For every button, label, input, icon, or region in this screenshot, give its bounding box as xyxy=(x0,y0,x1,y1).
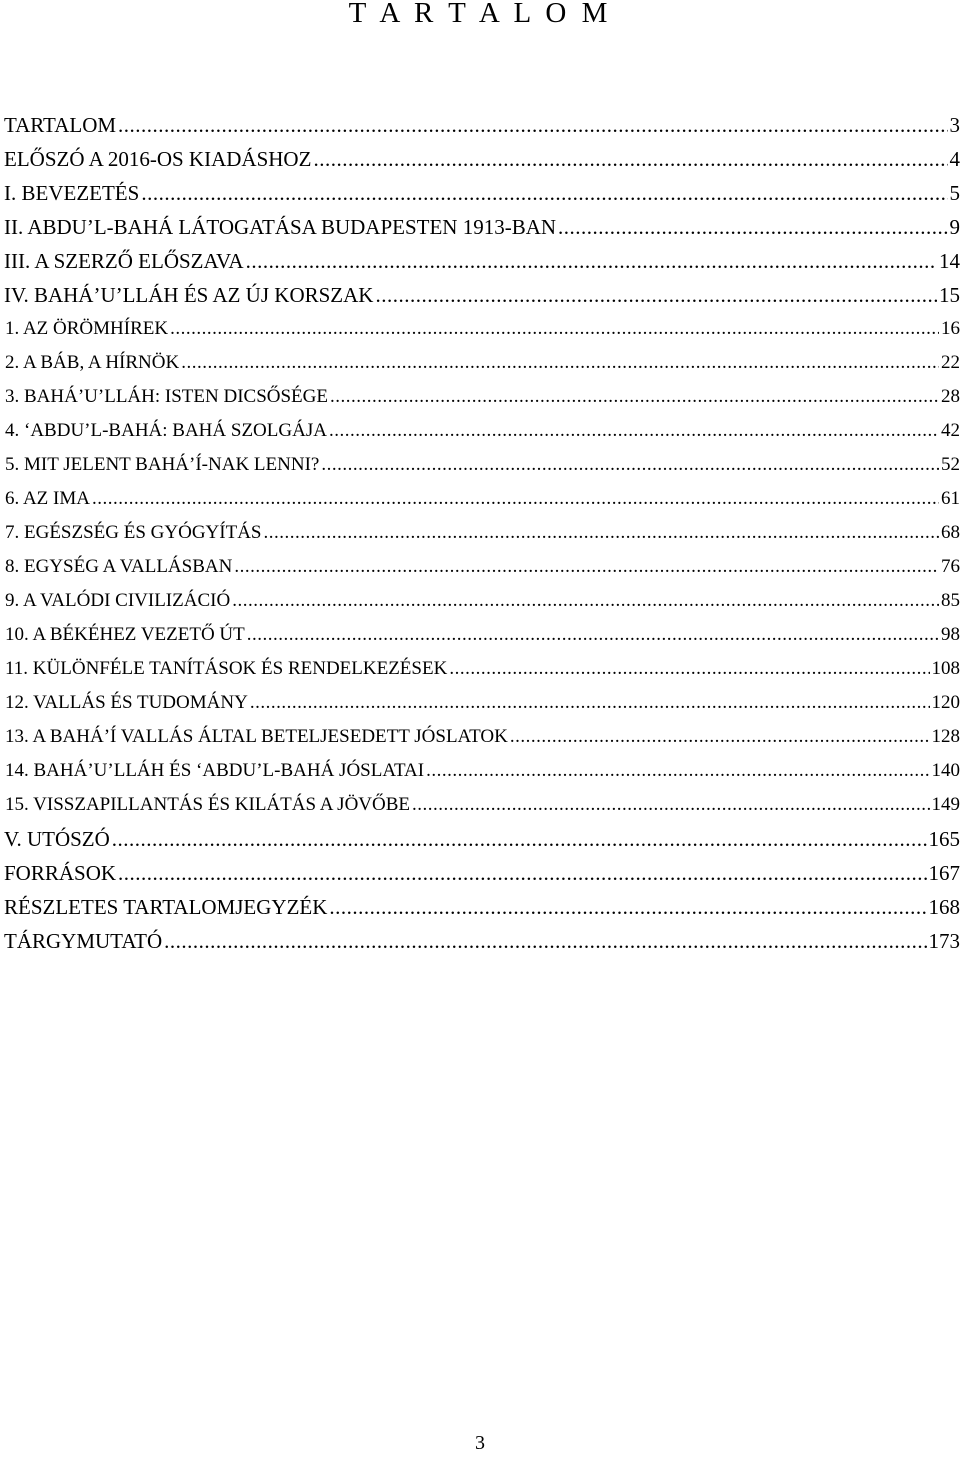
toc-dot-leader xyxy=(112,822,927,856)
toc-entry-page: 76 xyxy=(941,556,960,577)
toc-entry-page: 28 xyxy=(941,386,960,407)
toc-entry[interactable] xyxy=(4,652,960,686)
toc-entry-page: 140 xyxy=(931,760,960,781)
toc-entry-title: V. UTÓSZÓ xyxy=(4,827,110,851)
toc-entry-page: 68 xyxy=(941,522,960,543)
toc-entry-title: 12. VALLÁS ÉS TUDOMÁNY xyxy=(5,692,248,713)
toc-entry-title: ELŐSZÓ A 2016-OS KIADÁSHOZ xyxy=(4,147,312,171)
toc-dot-leader xyxy=(510,720,930,754)
toc-entry-title: 3. BAHÁ’U’LLÁH: ISTEN DICSŐSÉGE xyxy=(5,386,328,407)
toc-entry-page: 98 xyxy=(941,624,960,645)
table-of-contents xyxy=(4,108,960,958)
toc-dot-leader xyxy=(330,380,939,414)
page-title: T A R T A L O M xyxy=(348,0,612,29)
toc-entry[interactable] xyxy=(4,244,960,278)
toc-dot-leader xyxy=(449,652,929,686)
toc-entry-page: 165 xyxy=(928,827,960,851)
toc-entry[interactable] xyxy=(4,584,960,618)
toc-entry-page: 108 xyxy=(931,658,960,679)
toc-entry-page: 173 xyxy=(928,929,960,953)
toc-entry[interactable] xyxy=(4,550,960,584)
toc-entry-title: 8. EGYSÉG A VALLÁSBAN xyxy=(5,556,233,577)
toc-entry-page: 167 xyxy=(928,861,960,885)
toc-dot-leader xyxy=(412,788,929,822)
toc-entry-page: 42 xyxy=(941,420,960,441)
toc-entry-page: 85 xyxy=(941,590,960,611)
toc-dot-leader xyxy=(375,278,937,312)
toc-entry[interactable] xyxy=(4,108,960,142)
toc-dot-leader xyxy=(264,516,940,550)
toc-entry-page: 3 xyxy=(949,113,960,137)
toc-entry-page: 16 xyxy=(941,318,960,339)
toc-entry[interactable] xyxy=(4,924,960,958)
toc-dot-leader xyxy=(118,856,926,890)
toc-dot-leader xyxy=(426,754,929,788)
toc-dot-leader xyxy=(234,550,939,584)
toc-dot-leader xyxy=(247,618,939,652)
toc-dot-leader xyxy=(92,482,939,516)
toc-entry[interactable] xyxy=(4,142,960,176)
toc-entry-title: 2. A BÁB, A HÍRNÖK xyxy=(5,352,180,373)
toc-dot-leader xyxy=(558,210,947,244)
toc-dot-leader xyxy=(313,142,947,176)
toc-dot-leader xyxy=(250,686,930,720)
toc-entry-title: 13. A BAHÁ’Í VALLÁS ÁLTAL BETELJESEDETT JÓSLATOK xyxy=(5,726,508,747)
toc-dot-leader xyxy=(246,244,937,278)
toc-entry-title: III. A SZERZŐ ELŐSZAVA xyxy=(4,249,244,273)
toc-entry[interactable] xyxy=(4,278,960,312)
toc-entry[interactable] xyxy=(4,312,960,346)
toc-entry-title: TARTALOM xyxy=(4,113,117,137)
toc-entry-title: 9. A VALÓDI CIVILIZÁCIÓ xyxy=(5,590,231,611)
toc-entry[interactable] xyxy=(4,822,960,856)
toc-dot-leader xyxy=(164,924,926,958)
toc-entry[interactable] xyxy=(4,210,960,244)
toc-entry[interactable] xyxy=(4,516,960,550)
toc-entry-title: 14. BAHÁ’U’LLÁH ÉS ‘ABDU’L-BAHÁ JÓSLATAI xyxy=(5,760,425,781)
toc-entry[interactable] xyxy=(4,754,960,788)
toc-entry-title: I. BEVEZETÉS xyxy=(4,181,140,205)
toc-entry-title: IV. BAHÁ’U’LLÁH ÉS AZ ÚJ KORSZAK xyxy=(4,283,374,307)
toc-entry-title: II. ABDU’L-BAHÁ LÁTOGATÁSA BUDAPESTEN 1913-BAN xyxy=(4,215,557,239)
toc-entry[interactable] xyxy=(4,788,960,822)
toc-entry[interactable] xyxy=(4,482,960,516)
toc-dot-leader xyxy=(329,890,926,924)
toc-entry-page: 9 xyxy=(949,215,960,239)
toc-entry-page: 120 xyxy=(931,692,960,713)
toc-entry[interactable] xyxy=(4,414,960,448)
toc-entry-title: 10. A BÉKÉHEZ VEZETŐ ÚT xyxy=(5,624,245,645)
toc-entry[interactable] xyxy=(4,176,960,210)
toc-entry[interactable] xyxy=(4,686,960,720)
toc-dot-leader xyxy=(118,108,947,142)
toc-entry[interactable] xyxy=(4,856,960,890)
toc-entry[interactable] xyxy=(4,448,960,482)
toc-entry-title: 1. AZ ÖRÖMHÍREK xyxy=(5,318,169,339)
toc-entry[interactable] xyxy=(4,618,960,652)
toc-dot-leader xyxy=(141,176,947,210)
toc-entry-title: 4. ‘ABDU’L-BAHÁ: BAHÁ SZOLGÁJA xyxy=(5,420,327,441)
toc-entry-title: 6. AZ IMA xyxy=(5,488,90,509)
toc-dot-leader xyxy=(232,584,939,618)
toc-entry[interactable] xyxy=(4,890,960,924)
toc-entry-title: 7. EGÉSZSÉG ÉS GYÓGYÍTÁS xyxy=(5,522,262,543)
toc-entry[interactable] xyxy=(4,720,960,754)
toc-entry-page: 4 xyxy=(949,147,960,171)
toc-entry-page: 14 xyxy=(939,249,960,273)
toc-entry-page: 52 xyxy=(941,454,960,475)
toc-dot-leader xyxy=(181,346,939,380)
toc-entry[interactable] xyxy=(4,380,960,414)
toc-entry-page: 149 xyxy=(931,794,960,815)
toc-entry[interactable] xyxy=(4,346,960,380)
toc-dot-leader xyxy=(170,312,939,346)
toc-entry-title: 11. KÜLÖNFÉLE TANÍTÁSOK ÉS RENDELKEZÉSEK xyxy=(5,658,448,679)
toc-dot-leader xyxy=(329,414,939,448)
toc-entry-title: 5. MIT JELENT BAHÁ’Í-NAK LENNI? xyxy=(5,454,320,475)
toc-entry-page: 15 xyxy=(939,283,960,307)
toc-entry-title: FORRÁSOK xyxy=(4,861,117,885)
toc-entry-title: TÁRGYMUTATÓ xyxy=(4,929,163,953)
toc-entry-page: 5 xyxy=(949,181,960,205)
page-number: 3 xyxy=(475,1432,485,1454)
toc-entry-title: RÉSZLETES TARTALOMJEGYZÉK xyxy=(4,895,328,919)
toc-entry-page: 168 xyxy=(928,895,960,919)
toc-entry-page: 61 xyxy=(941,488,960,509)
toc-entry-page: 22 xyxy=(941,352,960,373)
toc-entry-page: 128 xyxy=(931,726,960,747)
toc-dot-leader xyxy=(321,448,939,482)
toc-entry-title: 15. VISSZAPILLANTÁS ÉS KILÁTÁS A JÖVŐBE xyxy=(5,794,411,815)
